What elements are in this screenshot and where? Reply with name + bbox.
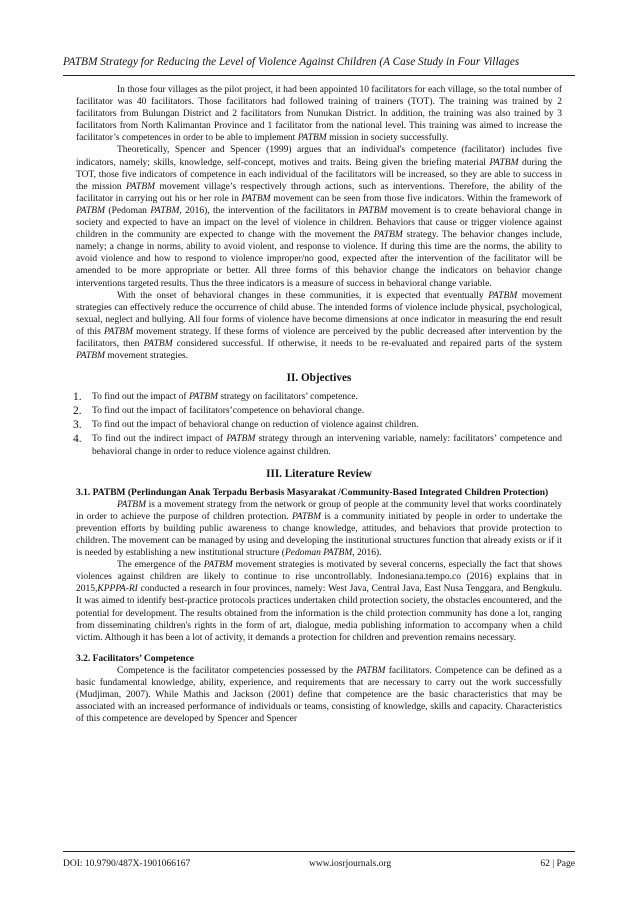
running-title: PATBM Strategy for Reducing the Level of Violence Against Children (A Case Study in Four Villages: [63, 56, 575, 76]
page-number: 62 | Page: [540, 859, 575, 869]
page-footer: [63, 851, 575, 869]
subsection-heading-3-1: 3.1. PATBM (Perlindungan Anak Terpadu Berbasis Masyarakat /Community-Based Integrated Children Protection): [76, 487, 549, 498]
objective-item: 1. To find out the impact of PATBM strategy on facilitators’ competence.: [73, 391, 358, 404]
intro-paragraph: In those four villages as the pilot project, it had been appointed 10 facilitators for each village, so the total number of facilitator was 40 facilitators. Those facilitators had followed training of trainers (TOT). The training was trained by 2 facilitators from Bulungan District and 2 facilitators from Nunukan District. In addition, the training was also trained by 3 facilitators from North Kalimantan Province and 1 facilitator from the national level. This training was aimed to increase the facilitator’s competences in order to be able to implement PATBM mission in society successfully.: [76, 85, 562, 144]
literature-review-heading: III. Literature Review: [266, 467, 372, 480]
introduction-section: [76, 84, 562, 362]
paper-page: [63, 56, 562, 725]
objectives-list: [73, 391, 562, 457]
subsection-heading-3-2: 3.2. Facilitators’ Competence: [76, 653, 195, 664]
literature-review-section: [76, 487, 562, 726]
intro-paragraph: With the onset of behavioral changes in these communities, it is expected that eventually PATBM movement strategies can effectively reduce the occurrence of child abuse. The intended forms of violence include physical, psychological, sexual, neglect and bullying. All four forms of violence have become dimensions at once indicator in measuring the end result of this PATBM movement strategy. If these forms of violence are perceived by the public decreased after intervention by the facilitators, then PATBM considered successful. If otherwise, it needs to be re-evaluated and repaired parts of the system PATBM movement strategies.: [76, 290, 562, 362]
objectives-heading: II. Objectives: [286, 372, 352, 385]
patbm-paragraph: PATBM is a movement strategy from the network or group of people at the community level that works coordinately in order to achieve the purpose of children protection. PATBM is a community initiated by people in order to undertake the prevention efforts by building public awareness to change knowledge, attitudes, and behaviors that provide protection to children. The movement can be managed by using and developing the institutional structures function that already exists or if it is needed by establishing a new institutional structure (Pedoman PATBM, 2016).: [76, 499, 562, 559]
objective-item: 4. To find out the indirect impact of PATBM strategy through an intervening variable, namely: facilitators’ competence and behavioral change in order to reduce violence against children.: [73, 433, 562, 457]
patbm-paragraph: The emergence of the PATBM movement strategies is motivated by several concerns, especially the fact that shows violences against children are likely to continue to rise uncontrollably. Indonesiana.tempo.co (2016) explains that in 2015,KPPPA-RI conducted a research in four provinces, namely: West Java, Central Java, East Nusa Tenggara, and Bengkulu. It was aimed to identify best-practice protocols practices undertaken child protection society, the obstacles encountered, and the potential for development. The results obtained from the information is the child protection community has done a lot, ranging from disseminating children's rights in the form of art, dialogue, media publishing information to accompany when a child victim. Although it has been a lot of activity, it demands a protection for children and prevention remains necessary.: [76, 560, 562, 643]
objective-item: 3. To find out the impact of behavioral change on reduction of violence against children.: [73, 419, 419, 432]
doi-text: DOI: 10.9790/487X-1901066167: [63, 859, 191, 869]
intro-paragraph: Theoretically, Spencer and Spencer (1999) argues that an individual's competence (facilitator) includes five indicators, namely; skills, knowledge, self-concept, motives and traits. Being given the briefing material PATBM during the TOT, those five indicators of competence in each individual of the facilitators will be increased, so they are able to success in the mission PATBM movement village’s respectively through actions, such as interventions. Therefore, the ability of the facilitator in carrying out his or her role in PATBM movement can be seen from those five indicators. Within the framework of PATBM (Pedoman PATBM, 2016), the intervention of the facilitators in PATBM movement is to create behavioral change in society and expected to have an impact on the level of violence in children. Behaviors that cause or trigger violence against children in the community are expected to change with the movement the PATBM strategy. The behavior changes include, namely; a change in norms, ability to avoid violent, and response to violence. If during this time are the norms, the ability to avoid violence and how to respond to violence improper/no good, expected after the intervention of the facilitator will be amended to be more appropriate or better. All three forms of this behavior change the indicators on behavior change interventions targeted results. Thus the three indicators is a measure of success in behavioral change variable.: [76, 145, 562, 289]
competence-paragraph: Competence is the facilitator competencies possessed by the PATBM facilitators. Competence can be defined as a basic fundamental knowledge, ability, experience, and requirements that are necessary to carry out the work successfully (Mudjiman, 2007). While Mathis and Jackson (2001) define that competence are the basic characteristics that may be associated with an increased performance of individuals or teams, consisting of knowledge, skills and capacity. Characteristics of this competence are developed by Spencer and Spencer: [76, 665, 562, 725]
journal-url: www.iosrjournals.org: [309, 859, 392, 869]
objective-item: 2. To find out the impact of facilitators’competence on behavioral change.: [73, 405, 365, 418]
